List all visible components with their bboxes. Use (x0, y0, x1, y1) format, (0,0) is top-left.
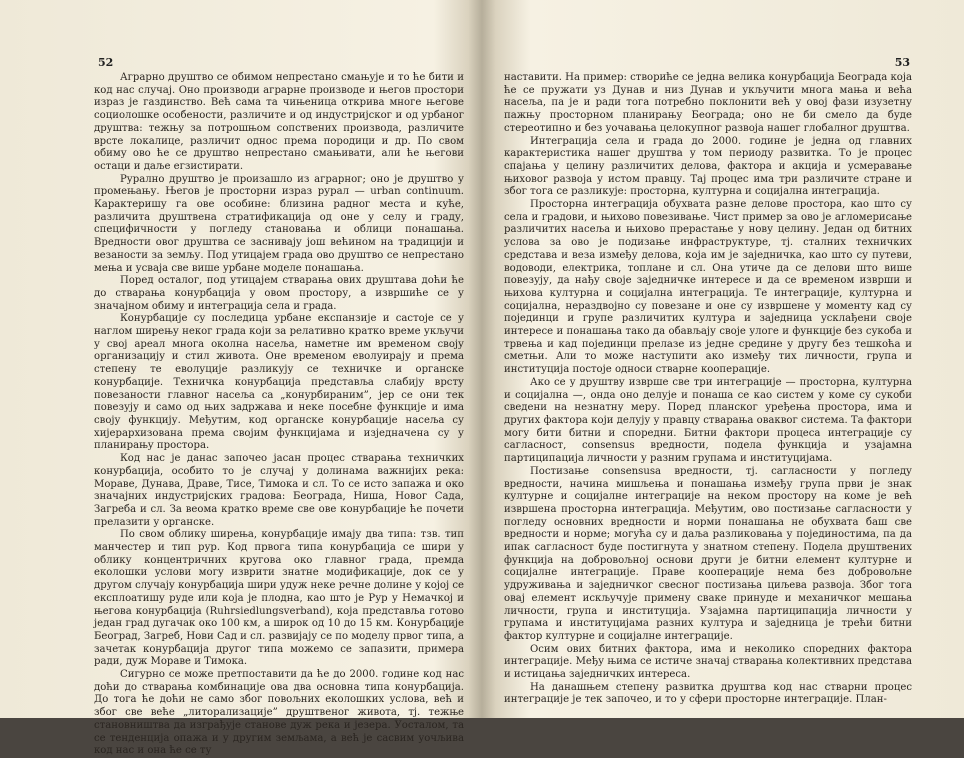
paragraph: Постизање consensusa вредности, тј. сагласности у погледу вредности, начина мишљења и понашања између група први је знак културне и социјалне интеграције на неком простору на коме је већ извршена просторна интеграција. Међутим, ово постизање сагласности у погледу основних вредности и норми понашања не обухвата баш све вредности и норме; могућа су и даља разликовања у појединостима, па да ипак сагласност буде постигнута у знатном степену. Подела друштвених функција на добровољној основи други је битни елемент културне и социјалне интеграције. Праве кооперације нема без добровољне удруживања и заједничког свесног постизања циљева развоја. Због тога овај елемент искључује примену сваке принуде и механичког мешања личности, група и институција. Узајамна партиципација личности у групама и институцијама разних култура и заједница је трећи битни фактор културне и социјалне интеграције. (504, 465, 912, 642)
paragraph: Ако се у друштву изврше све три интеграције — просторна, културна и социјална —, онда оно делује и понаша се као систем у коме су сукоби сведени на незнатну меру. Поред планског уређења простора, има и других фактора који делују у правцу стварања оваквог система. Та фактори могу бити битни и споредни. Битни фактори процеса интеграције су сагласност, consensus вредности, подела функција и узајамна партиципација личности у разним групама и институцијама. (504, 376, 912, 465)
right-page-text (504, 72, 912, 707)
paragraph: По свом облику ширења, конурбације имају два типа: тзв. тип манчестер и тип рур. Код првога типа конурбација се шири у облику концентричних кругова око главног града, премда еколошки услови могу изврити знатне модификације, док се у другом случају конурбација шири удуж неке речне долине у којој се експлоатишу руде или која је плодна, као што је Рур у Немачкој и његова конурбација (Ruhrsiedlungsverband), која представља готово један град дугачак око 100 км, а широк од 10 до 15 км. Конурбације Београд, Загреб, Нови Сад и сл. развијају се по моделу првог типа, а зачетак конурбација другог типа можемо се запазити, примера ради, дуж Мораве и Тимока. (94, 529, 464, 668)
paragraph: Интеграција села и града до 2000. године је једна од главних карактеристика нашег друштва у том периоду развитка. То је процес спајања у целину различитих делова, фактора и акција и усмеравање њиховог развоја у истом правцу. Тај процес има три различите стране и због тога се разликује: просторна, културна и социјална интеграција. (504, 135, 912, 198)
right-page (482, 0, 964, 718)
paragraph: Код нас је данас започео јасан процес стварања техничких конурбација, особито то је случај у долинама важнијих река: Мораве, Дунава, Драве, Тисе, Тимока и сл. То се исто запажа и око значајних индустријских градова: Београда, Ниша, Новог Сада, Загреба и сл. За веома кратко време све ове конурбације ће почети прелазити у органске. (94, 453, 464, 528)
paragraph: наставити. На пример: створиће се једна велика конурбација Београда која ће се пружати уз Дунав и низ Дунав и укључити многа мања и већа насеља, па је и ради тога потребно поклонити већ у овој фази изузетну пажњу просторном планирању Београда; оно не би смело да буде стереотипно и без уочавања целокупног развоја нашег глобалног друштва. (504, 72, 912, 134)
paragraph: Осим ових битних фактора, има и неколико споредних фактора интеграције. Међу њима се истиче значај стварања колективних представа и истицања заједничких интереса. (504, 643, 912, 681)
paragraph: На данашњем степену развитка друштва код нас стварни процес интеграције је тек започео, и то у сфери просторне интеграције. План- (504, 681, 912, 706)
paragraph: Сигурно се може претпоставити да ће до 2000. године код нас доћи до стварања комбинације ова два основна типа конурбација. До тога ће доћи не само због повољних еколошких услова, већ и због све веће „литорализације” друштвеног живота, тј. тежње становништва да изграђује станове дуж река и језера. Уосталом, та се тенденција опажа и у другим земљама, а већ је сасвим уочљива код нас и она ће се ту (94, 669, 464, 757)
page-number: 52 (98, 56, 114, 69)
paragraph: Аграрно друштво се обимом непрестано смањује и то ће бити и код нас случај. Оно производи аграрне производе и његов простори израз је газдинство. Већ сама та чињеница открива многе његове социолошке особености, различите и од индустријског и од урбаног друштва: тежњу за потрошњом сопствених производа, различите врсте локалице, различит однос према породици и др. По свом обиму ово ће се друштво непрестано смањивати, али ће његови остаци и даље егзистирати. (94, 72, 464, 172)
paragraph: Просторна интеграција обухвата разне делове простора, као што су села и градови, и њихово повезивање. Чист пример за ово је агломерисање различитих насеља и њихово прерастање у нову целину. Један од битних услова за ово је подизање инфраструктуре, тј. сталних техничких средстава и веза између делова, која им је заједничка, као што су путеви, водоводи, електрика, топлане и сл. Она утиче да се делови што више повезују, да нађу своје заједничке интересе и да се временом изврши и њихова културна и социјална интеграција. Те интеграције, културна и социјална, нераздвојно су повезане и оне су извршене у моменту кад су појединци и групе различитих култура и заједница усклађени своје интересе и понашања тако да обављају своје улоге и функције без сукоба и трвења и кад појединци прелазе из једне средине у другу без тешкоћа и сметњи. Али то може наступити ако између тих личности, група и институција постоје односи стварне кооперације. (504, 199, 912, 376)
paragraph: Рурално друштво је произашло из аграрног; оно је друштво у промењању. Његов је просторни израз рурал — urban continuum. Карактеришу га ове особине: близина радног места и куће, различита друштвена стратификација од оне у селу и граду, специфичности у погледу становања и облици понашања. Вредности овог друштва се заснивају још већином на традицији и везаности за земљу. Под утицајем града ово друштво се непрестано мења и усваја све више урбане моделе понашања. (94, 173, 464, 274)
left-page-text (94, 72, 464, 758)
paragraph: Конурбације су последица урбане експанзије и састоје се у наглом ширењу неког града који за релативно кратко време укључи у свој ареал многа околна насеља, наметне им временом своју организацију и стил живота. Оне временом еволуирају и према степену те еволуције разликују се техничке и органске конурбације. Техничка конурбација представља слабију врсту повезаности главног насеља са „конурбираним”, јер се они тек повезују и само од њих задржава и неке посебне функције и има своју функцију. Међутим, код органске конурбације насеља су хијерархизована према својим функцијама и изједначена су у планирању простора. (94, 313, 464, 452)
page-number: 53 (894, 56, 910, 69)
paragraph: Поред осталог, под утицајем стварања ових друштава доћи ће до стварања конурбација у овом простору, а извршиће се у значајном обиму и интеграција села и града. (94, 275, 464, 312)
left-page (0, 0, 482, 757)
